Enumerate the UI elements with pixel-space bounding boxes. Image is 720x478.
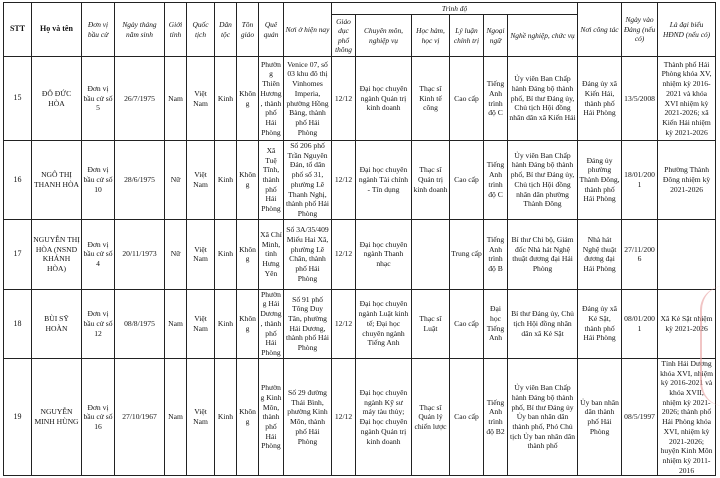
cell-dob: 26/7/1975 bbox=[115, 57, 165, 141]
cell-general-edu: 12/12 bbox=[332, 219, 356, 289]
cell-workplace: Ủy ban nhân dân thành phố Hải Phòng bbox=[578, 358, 622, 476]
cell-language: Tiếng Anh trình độ C bbox=[484, 141, 508, 220]
cell-politics: Cao cấp bbox=[450, 358, 484, 476]
cell-name: BÙI SỸ HOÀN bbox=[32, 289, 82, 358]
cell-stt: 16 bbox=[4, 141, 32, 220]
table-row bbox=[4, 358, 716, 476]
cell-dob: 08/8/1975 bbox=[115, 289, 165, 358]
official-seal-edge bbox=[700, 286, 720, 406]
cell-party-date: 27/11/2006 bbox=[622, 219, 658, 289]
cell-language: Tiếng Anh trình độ C bbox=[484, 57, 508, 141]
cell-unit: Đơn vị bầu cử số 4 bbox=[82, 219, 115, 289]
table-row bbox=[4, 219, 716, 289]
cell-occupation: Ủy viên Ban Chấp hành Đảng bộ thành phố, Bí thư Đảng ủy Ủy ban nhân dân thành phố, Phó Chủ tịch Ủy ban nhân dân thành phố bbox=[508, 358, 578, 476]
header-gender: Giới tính bbox=[165, 3, 187, 57]
cell-hometown: Phường Hải Dương, thành phố Hải Phòng bbox=[260, 289, 282, 358]
cell-occupation: Ủy viên Ban Chấp hành Đảng bộ thành phố, Bí thư Đảng ủy, Chủ tịch Hội đồng nhân dân phường Thành Đông bbox=[508, 141, 578, 220]
cell-language: Tiếng Anh trình độ B2 bbox=[484, 358, 508, 476]
cell-council: Phường Thành Đông nhiệm kỳ 2021-2026 bbox=[658, 141, 716, 220]
header-unit: Đơn vị bầu cử bbox=[82, 3, 115, 57]
cell-council: Thành phố Hải Phòng khóa XV, nhiệm kỳ 2016-2021 và khóa XVI nhiệm kỳ 2021-2026; xã Kiến Hải nhiệm kỳ 2021-2026 bbox=[658, 57, 716, 141]
cell-general-edu: 12/12 bbox=[332, 358, 356, 476]
cell-dob: 28/6/1975 bbox=[115, 141, 165, 220]
cell-workplace: Đảng ủy phường Thành Đông, thành phố Hải Phòng bbox=[578, 141, 622, 220]
cell-unit: Đơn vị bầu cử số 16 bbox=[82, 358, 115, 476]
cell-workplace: Đảng ủy xã Kiến Hải, thành phố Hải Phòng bbox=[578, 57, 622, 141]
header-occupation: Nghề nghiệp, chức vụ bbox=[508, 15, 578, 57]
cell-gender: Nữ bbox=[165, 219, 187, 289]
cell-stt: 17 bbox=[4, 219, 32, 289]
cell-dob: 20/11/1973 bbox=[115, 219, 165, 289]
cell-residence: Số 91 phố Tông Duy Tân, phường Hải Dương, thành phố Hải Phòng bbox=[284, 289, 332, 358]
header-stt: STT bbox=[4, 3, 32, 57]
cell-language: Đại học Tiếng Anh bbox=[484, 289, 508, 358]
cell-specialty: Đại học chuyên ngành Tài chính - Tín dụng bbox=[356, 141, 412, 220]
header-council: Là đại biểu HĐND (nếu có) bbox=[658, 3, 716, 57]
cell-name: NGÔ THỊ THANH HÒA bbox=[32, 141, 82, 220]
cell-residence: Venice 07, số 03 khu đô thị Vinhomes Imperia, phường Hồng Bàng, thành phố Hải Phòng bbox=[284, 57, 332, 141]
cell-nationality: Việt Nam bbox=[187, 358, 215, 476]
candidate-table bbox=[3, 2, 716, 476]
cell-politics: Trung cấp bbox=[450, 219, 484, 289]
cell-religion: Không bbox=[237, 219, 259, 289]
header-specialty: Chuyên môn, nghiệp vụ bbox=[356, 15, 412, 57]
cell-ethnicity: Kinh bbox=[215, 141, 237, 220]
cell-nationality: Việt Nam bbox=[187, 57, 215, 141]
cell-hometown: Xã Chí Minh, tỉnh Hưng Yên bbox=[259, 219, 284, 289]
header-ethnicity: Dân tộc bbox=[215, 3, 237, 57]
cell-ethnicity: Kinh bbox=[215, 358, 237, 476]
cell-stt: 19 bbox=[4, 358, 32, 476]
cell-degree: Thạc sĩ Quản trị kinh doanh bbox=[412, 141, 450, 220]
cell-occupation: Bí thư Chi bộ, Giám đốc Nhà hát Nghệ thuật đương đại Hải Phòng bbox=[508, 219, 578, 289]
header-politics: Lý luận chính trị bbox=[450, 15, 484, 57]
cell-politics: Cao cấp bbox=[450, 141, 484, 220]
cell-religion: Không bbox=[237, 141, 259, 220]
header-general-edu: Giáo dục phổ thông bbox=[332, 15, 356, 57]
cell-dob: 27/10/1967 bbox=[115, 358, 165, 476]
cell-party-date: 08/01/2001 bbox=[622, 289, 658, 358]
cell-degree: Thạc sĩ Quản lý chiến lược bbox=[412, 358, 450, 476]
cell-ethnicity: Kinh bbox=[215, 289, 237, 358]
header-language: Ngoại ngữ bbox=[484, 15, 508, 57]
header-party-date: Ngày vào Đảng (nếu có) bbox=[622, 3, 658, 57]
cell-council: Tỉnh Hải Dương khóa XVI, nhiệm kỳ 2016-2021 và khóa XVII, nhiệm kỳ 2021-2026; thành phố Hải Phòng khóa XVI, nhiệm kỳ 2021-2026; huyện Kinh Môn nhiệm kỳ 2011-2016 bbox=[658, 358, 716, 476]
cell-ethnicity: Kinh bbox=[215, 219, 237, 289]
cell-language: Tiếng Anh trình độ B bbox=[484, 219, 508, 289]
cell-gender: Nam bbox=[165, 57, 187, 141]
cell-occupation: Ủy viên Ban Chấp hành Đảng bộ thành phố, Bí thư Đảng ủy, Chủ tịch Hội đồng nhân dân xã Kiến Hải bbox=[508, 57, 578, 141]
cell-gender: Nam bbox=[165, 289, 187, 358]
cell-specialty: Đại học chuyên ngành Luật kinh tế; Đại học chuyên ngành Tiếng Anh bbox=[356, 289, 412, 358]
cell-residence: Số 29 đường Thái Bình, phường Kinh Môn, thành phố Hải Phòng bbox=[284, 358, 332, 476]
cell-residence: Số 3A/35/409 Miếu Hai Xã, phường Lê Chân, thành phố Hải Phòng bbox=[284, 219, 332, 289]
cell-politics: Cao cấp bbox=[450, 57, 484, 141]
cell-hometown: Phường Kinh Môn, thành phố Hải Phòng bbox=[259, 358, 284, 476]
header-dob: Ngày tháng năm sinh bbox=[115, 3, 165, 57]
header-nationality: Quốc tịch bbox=[187, 3, 215, 57]
cell-politics: Cao cấp bbox=[450, 289, 484, 358]
cell-workplace: Nhà hát Nghệ thuật đương đại Hải Phòng bbox=[578, 219, 622, 289]
cell-occupation: Bí thư Đảng ủy, Chủ tịch Hội đồng nhân dân xã Kẻ Sặt bbox=[508, 289, 578, 358]
cell-nationality: Việt Nam bbox=[187, 289, 215, 358]
header-education-group: Trình độ bbox=[332, 3, 578, 15]
header-religion: Tôn giáo bbox=[237, 3, 259, 57]
cell-council bbox=[658, 219, 716, 289]
cell-name: ĐỖ ĐỨC HÒA bbox=[32, 57, 82, 141]
cell-gender: Nữ bbox=[165, 141, 187, 220]
cell-stt: 15 bbox=[4, 57, 32, 141]
cell-name: NGUYỄN THỊ HÒA (NSND KHÁNH HÒA) bbox=[32, 219, 82, 289]
cell-workplace: Đảng ủy xã Kẻ Sặt, thành phố Hải Phòng bbox=[578, 289, 622, 358]
cell-general-edu: 12/12 bbox=[332, 289, 356, 358]
cell-religion: Không bbox=[237, 57, 259, 141]
cell-nationality: Việt Nam bbox=[187, 141, 215, 220]
table-row bbox=[4, 141, 716, 220]
cell-party-date: 08/5/1997 bbox=[622, 358, 658, 476]
header-residence: Nơi ở hiện nay bbox=[284, 3, 332, 57]
cell-residence: Số 206 phố Trần Nguyên Đán, tổ dân phố số 31, phường Lê Thanh Nghị, thành phố Hải Phòng bbox=[284, 141, 332, 220]
cell-unit: Đơn vị bầu cử số 5 bbox=[82, 57, 115, 141]
cell-hometown: Phường Thiên Hương, thành phố Hải Phòng bbox=[259, 57, 284, 141]
cell-ethnicity: Kinh bbox=[215, 57, 237, 141]
cell-specialty: Đại học chuyên ngành Quản trị kinh doanh bbox=[356, 57, 412, 141]
cell-specialty: Đại học chuyên ngành Kỹ sư máy tàu thủy; Đại học chuyên ngành Quản trị kinh doanh bbox=[356, 358, 412, 476]
cell-religion: Không bbox=[237, 289, 259, 358]
cell-unit: Đơn vị bầu cử số 12 bbox=[82, 289, 115, 358]
cell-gender: Nam bbox=[165, 358, 187, 476]
cell-general-edu: 12/12 bbox=[332, 141, 356, 220]
cell-name: NGUYỄN MINH HÙNG bbox=[32, 358, 82, 476]
header-name: Họ và tên bbox=[32, 3, 82, 57]
cell-religion: Không bbox=[237, 358, 259, 476]
header-degree: Học hàm, học vị bbox=[412, 15, 450, 57]
cell-degree: Thạc sĩ Luật bbox=[412, 289, 450, 358]
table-row bbox=[4, 57, 716, 141]
header-workplace: Nơi công tác bbox=[578, 3, 622, 57]
cell-council: Xã Kẻ Sặt nhiệm kỳ 2021-2026 bbox=[658, 289, 716, 358]
cell-degree: Thạc sĩ Kinh tế công bbox=[412, 57, 450, 141]
cell-nationality: Việt Nam bbox=[187, 219, 215, 289]
cell-specialty: Đại học chuyên ngành Thanh nhạc bbox=[356, 219, 412, 289]
cell-stt: 18 bbox=[4, 289, 32, 358]
cell-hometown: Xã Tuệ Tĩnh, thành phố Hải Phòng bbox=[259, 141, 284, 220]
cell-degree bbox=[412, 219, 450, 289]
cell-unit: Đơn vị bầu cử số 10 bbox=[82, 141, 115, 220]
table-row bbox=[4, 289, 716, 358]
cell-party-date: 18/01/2001 bbox=[622, 141, 658, 220]
cell-party-date: 13/5/2008 bbox=[622, 57, 658, 141]
candidate-table-sheet bbox=[3, 2, 716, 476]
header-hometown: Quê quán bbox=[259, 3, 284, 57]
cell-general-edu: 12/12 bbox=[332, 57, 356, 141]
